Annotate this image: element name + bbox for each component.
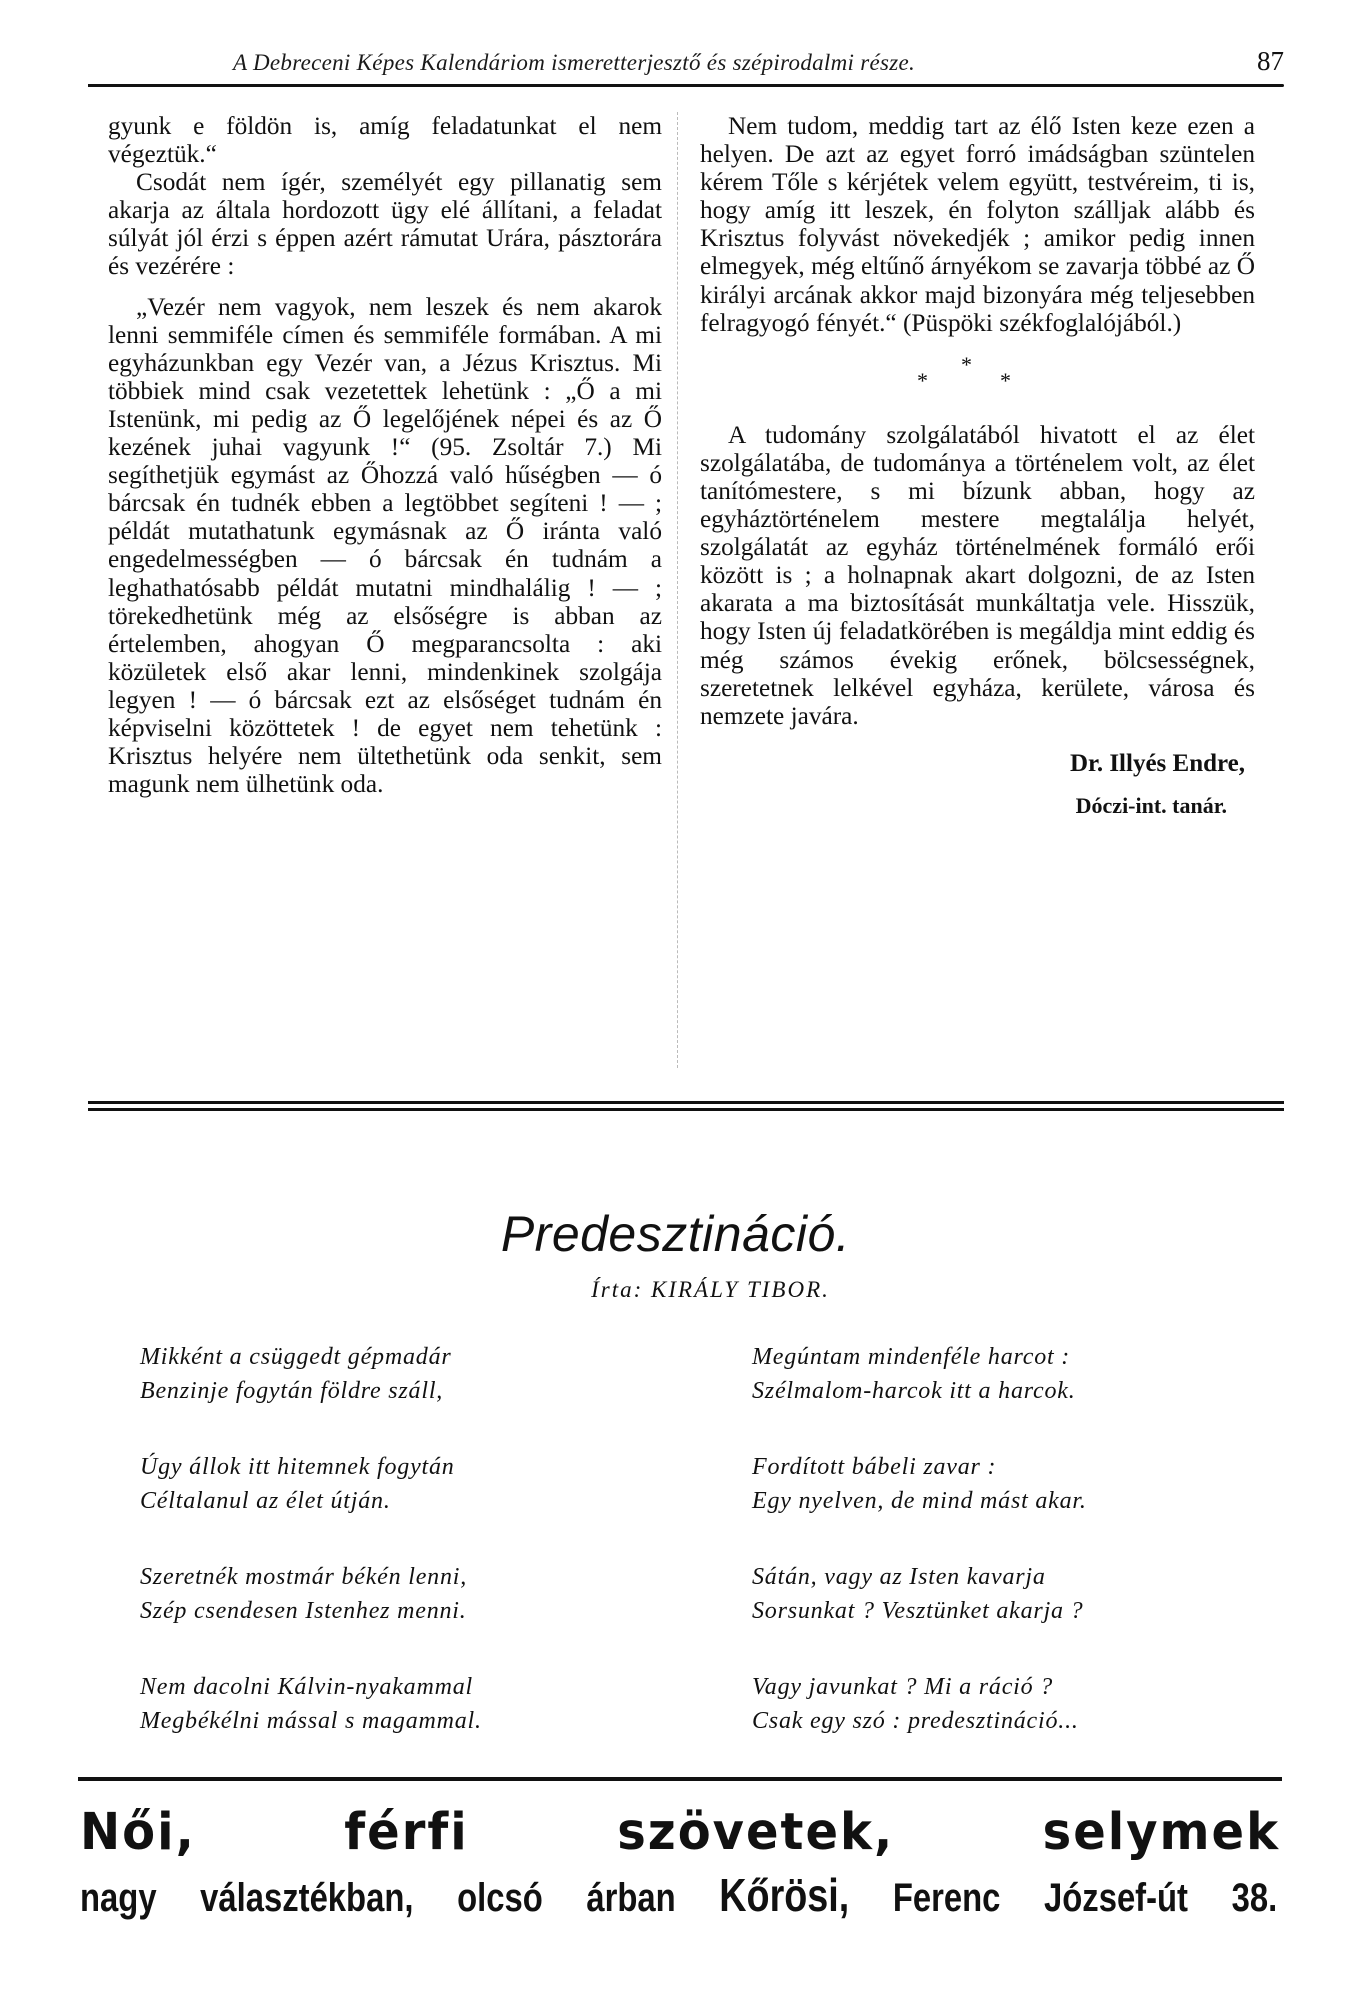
verse-line: Megúntam mindenféle harcot : <box>752 1344 1071 1370</box>
verse-line: Szép csendesen Istenhez menni. <box>140 1598 467 1624</box>
verse-line: Mikként a csüggedt gépmadár <box>140 1344 452 1370</box>
header-rule <box>88 84 1284 87</box>
paragraph: Nem tudom, meddig tart az élő Isten keze ezen a helyen. De azt az egyet forró imádságban szüntelen kérem Tőle s kérjétek velem együtt, testvéreim, ti is, hogy amíg itt leszek, én folyton szálljak alább és Krisztus folyvást növekedjék ; amikor pedig innen elmegyek, még eltűnő árnyékom se zavarja többé az Ő királyi arcának akkor majd bizonyára még teljesebben felragyogó fényét.“ (Püspöki székfoglalójából.) <box>700 112 1255 337</box>
stanza <box>140 1450 482 1518</box>
paragraph: Csodát nem ígér, személyét egy pillanatig sem akarja az általa hordozott ügy elé állítani, a feladat súlyát jól érzi s éppen azért rámutat Urára, pásztorára és vezérére : <box>108 168 662 281</box>
asterisk-icon: * <box>917 367 928 393</box>
stanza <box>752 1450 1087 1518</box>
stanza <box>752 1340 1087 1408</box>
poem-title: Predesztináció. <box>500 1206 851 1262</box>
verse-line: Sorsunkat ? Vesztünket akarja ? <box>752 1598 1084 1624</box>
asterisk-icon: * <box>961 351 972 377</box>
article-right-column <box>700 112 1255 820</box>
section-double-rule <box>88 1101 1284 1113</box>
verse-line: Csak egy szó : predesztináció... <box>752 1708 1079 1734</box>
ad-merchant-name: Kőrösi, <box>719 1869 850 1921</box>
verse-line: Sátán, vagy az Isten kavarja <box>752 1564 1046 1590</box>
asterisk-icon: * <box>1000 367 1011 393</box>
poem-right-column <box>752 1340 1087 1780</box>
column-divider <box>677 112 678 1068</box>
running-title: A Debreceni Képes Kalendáriom ismeretterjesztő és szépirodalmi része. <box>233 50 916 75</box>
advertisement-rule <box>78 1777 1282 1781</box>
verse-line: Úgy állok itt hitemnek fogytán <box>140 1454 455 1480</box>
paragraph: gyunk e földön is, amíg feladatunkat el nem végeztük.“ <box>108 112 662 169</box>
advertisement-headline: Női, férfi szövetek, selymek <box>80 1802 1280 1862</box>
verse-line: Fordított bábeli zavar : <box>752 1454 997 1480</box>
ad-text: nagy választékban, olcsó árban <box>80 1876 676 1920</box>
verse-line: Szeretnék mostmár békén lenni, <box>140 1564 468 1590</box>
article-left-column <box>108 112 662 798</box>
advertisement-subline <box>80 1870 1277 1923</box>
verse-line: Egy nyelven, de mind mást akar. <box>752 1488 1087 1514</box>
stanza <box>752 1670 1087 1738</box>
verse-line: Benzinje fogytán földre száll, <box>140 1378 444 1404</box>
paragraph: A tudomány szolgálatából hivatott el az élet szolgálatába, de tudománya a történelem volt, az élet tanítómestere, s mi bízunk abban, hogy az egyháztörténelem mestere megtalálja helyét, szolgálatát az egyház történelmének formáló erői között is ; a holnapnak akart dolgozni, de az Isten akarata a ma biztosítását munkáltatja vele. Hisszük, hogy Isten új feladatkörében is megáldja mint eddig és még számos évekig erőnek, bölcsességnek, szeretetnek lelkével egyháza, kerülete, városa és nemzete javára. <box>700 420 1255 730</box>
verse-line: Céltalanul az élet útján. <box>140 1488 391 1514</box>
author-signature: Dr. Illyés Endre, <box>1069 749 1245 777</box>
verse-line: Nem dacolni Kálvin-nyakammal <box>140 1674 474 1700</box>
stanza <box>140 1670 482 1738</box>
stanza <box>140 1340 482 1408</box>
poem-left-column <box>140 1340 482 1780</box>
verse-line: Megbékélni mással s magammal. <box>140 1708 482 1734</box>
section-separator-stars <box>700 351 1255 421</box>
stanza <box>752 1560 1087 1628</box>
poem-byline: Írta: KIRÁLY TIBOR. <box>591 1277 830 1302</box>
ad-address: Ferenc József-út 38. <box>892 1876 1278 1920</box>
paragraph: „Vezér nem vagyok, nem leszek és nem akarok lenni semmiféle címen és semmiféle formában. A mi egyházunkban egy Vezér van, a Jézus Krisztus. Mi többiek mind csak vezetettek lehetünk : „Ő a mi Istenünk, mi pedig az Ő legelőjének népei és az Ő kezének juhai vagyunk !“ (95. Zsoltár 7.) Mi segíthetjük egymást az Őhozzá való hűségben — ó bárcsak én tudnék ebben a legtöbbet segíteni ! — ; példát mutathatunk egymásnak az Ő iránta való engedelmességben — ó bárcsak én tudnám a leghathatósabb példát mutatni mindhalálig ! — ; törekedhetünk még az elsőségre is abban az értelemben, ahogyan Ő megparancsolta : aki közületek első akar lenni, mindenkinek szolgája legyen ! — ó bárcsak ezt az elsőséget tudnám én képviselni közöttetek ! de egyet nem tehetünk : Krisztus helyére nem ültethetünk oda senkit, sem magunk nem ülhetünk oda. <box>108 292 662 799</box>
stanza <box>140 1560 482 1628</box>
page-number: 87 <box>1257 46 1284 76</box>
running-header <box>88 40 1284 80</box>
verse-line: Vagy javunkat ? Mi a ráció ? <box>752 1674 1054 1700</box>
verse-line: Szélmalom-harcok itt a harcok. <box>752 1378 1076 1404</box>
author-affiliation: Dóczi-int. tanár. <box>1075 792 1227 818</box>
